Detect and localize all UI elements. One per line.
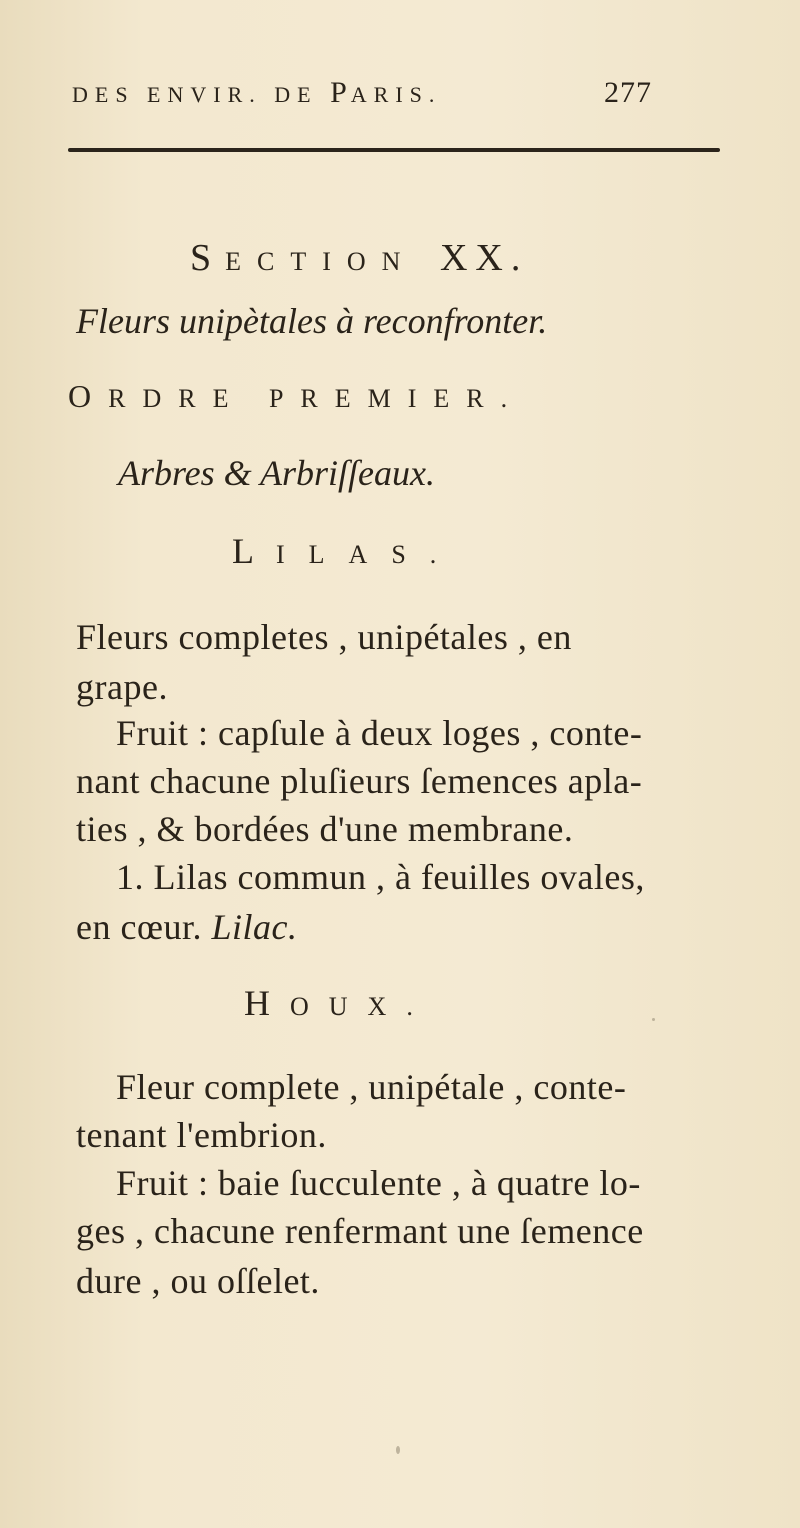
text-line-content: en cœur. (76, 907, 202, 947)
text-line: Fruit : capſule à deux loges , conte- (116, 713, 643, 753)
text-line: ges , chacune renfermant une ſemence (76, 1211, 644, 1251)
order-heading (68, 378, 524, 415)
genus-heading-text: OUX. (290, 992, 433, 1021)
genus-heading-initial: L (232, 531, 276, 571)
order-heading-initial: O (68, 378, 109, 414)
text-line: Fruit : baie ſucculente , à quatre lo- (116, 1163, 641, 1203)
running-head (72, 76, 732, 110)
header-rule (68, 148, 720, 152)
text-line (76, 906, 297, 948)
text-line: grape. (76, 667, 168, 707)
text-line: tenant l'embrion. (76, 1115, 327, 1155)
running-head-capital: P (330, 76, 351, 109)
paper-speck (652, 1018, 655, 1021)
section-number: XX. (439, 237, 529, 279)
text-line: nant chacune pluſieurs ſemences apla- (76, 761, 643, 801)
genus-heading-lilas (232, 530, 460, 572)
page-number: 277 (604, 76, 652, 109)
english-name: Lilac. (211, 907, 298, 947)
text-line: Fleurs completes , unipétales , en (76, 617, 572, 657)
section-title (190, 236, 528, 280)
text-line: 1. Lilas commun , à feuilles ovales, (116, 857, 645, 897)
genus-heading-initial: H (244, 983, 290, 1023)
running-head-text-end: ARIS. (350, 82, 442, 107)
order-heading-text: RDRE PREMIER. (108, 384, 525, 413)
text-line: dure , ou oſſelet. (76, 1261, 320, 1301)
section-title-text: ECTION (225, 247, 417, 276)
text-line: ties , & bordées d'une membrane. (76, 809, 574, 849)
section-title-initial: S (190, 237, 226, 279)
running-head-text: DES ENVIR. DE (72, 82, 331, 107)
paper-speck (396, 1446, 400, 1454)
section-subtitle: Fleurs unipètales à reconfronter. (76, 301, 548, 341)
text-line: Fleur complete , unipétale , conte- (116, 1067, 627, 1107)
genus-heading-houx (244, 982, 433, 1024)
genus-heading-text: ILAS. (276, 540, 461, 569)
group-heading: Arbres & Arbriſſeaux. (118, 453, 435, 493)
